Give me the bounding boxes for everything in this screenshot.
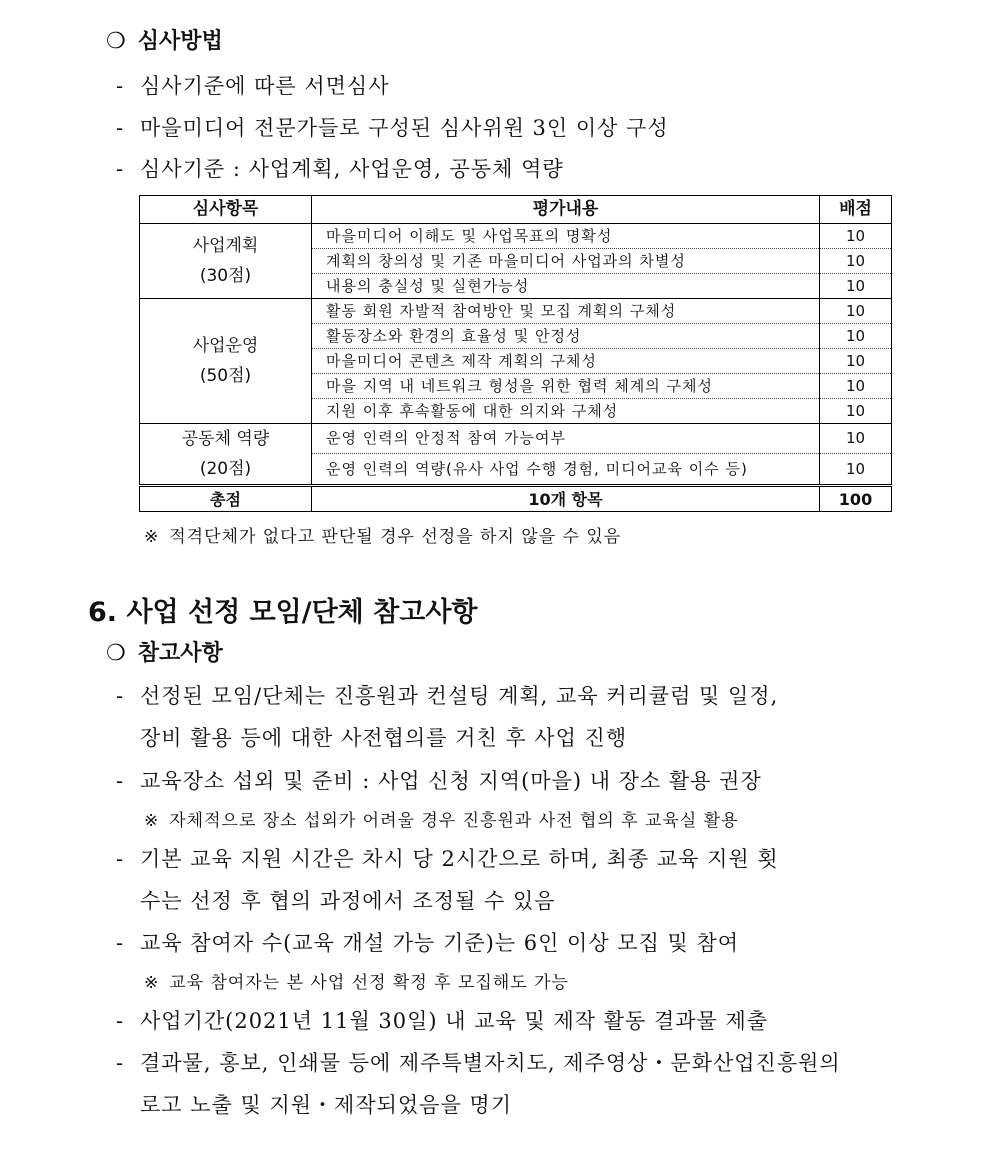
item-text: 내용의 충실성 및 실현가능성	[312, 274, 820, 299]
circle-bullet-icon: ❍	[106, 29, 126, 54]
item-score: 10	[820, 249, 892, 274]
reference-heading-text: 참고사항	[137, 641, 223, 666]
item-score: 10	[820, 399, 892, 424]
category-cell	[140, 299, 312, 424]
criteria-table	[139, 195, 892, 512]
section-6-title: 6. 사업 선정 모임/단체 참고사항	[88, 597, 478, 628]
item-score: 10	[820, 324, 892, 349]
item-score: 10	[820, 274, 892, 299]
item-text: 마을 지역 내 네트워크 형성을 위한 협력 체계의 구체성	[312, 374, 820, 399]
reference-mark-icon: ※	[144, 973, 160, 993]
category-name: 공동체 역량	[181, 429, 270, 449]
table-note: ※ 적격단체가 없다고 판단될 경우 선정을 하지 않을 수 있음	[144, 527, 622, 547]
item-text: 계획의 창의성 및 기존 마을미디어 사업과의 차별성	[312, 249, 820, 274]
header-score: 배점	[820, 196, 892, 224]
table-row	[140, 224, 892, 249]
item-score: 10	[820, 374, 892, 399]
reference-bullet-2: - 교육장소 섭외 및 준비 : 사업 신청 지역(마을) 내 장소 활용 권장	[116, 769, 762, 793]
item-text: 운영 인력의 역량(유사 사업 수행 경험, 미디어교육 이수 등)	[312, 454, 820, 486]
review-bullet-3: - 심사기준 : 사업계획, 사업운영, 공동체 역량	[116, 157, 564, 181]
item-score: 10	[820, 299, 892, 324]
item-score: 10	[820, 424, 892, 454]
table-total-row	[140, 486, 892, 512]
item-text: 마을미디어 콘텐츠 제작 계획의 구체성	[312, 349, 820, 374]
reference-note-2: ※ 교육 참여자는 본 사업 선정 확정 후 모집해도 가능	[144, 973, 569, 993]
item-score: 10	[820, 224, 892, 249]
header-content: 평가내용	[312, 196, 820, 224]
reference-note-1: ※ 자체적으로 장소 섭외가 어려울 경우 진흥원과 사전 협의 후 교육실 활용	[144, 811, 739, 831]
reference-bullet-1-cont: 장비 활용 등에 대한 사전협의를 거친 후 사업 진행	[140, 726, 628, 750]
item-text: 지원 이후 후속활동에 대한 의지와 구체성	[312, 399, 820, 424]
reference-bullet-6-cont: 로고 노출 및 지원・제작되었음을 명기	[140, 1093, 512, 1117]
dash-marker: -	[116, 931, 125, 955]
dash-marker: -	[116, 847, 125, 871]
dash-marker: -	[116, 1009, 125, 1033]
item-text: 활동 회원 자발적 참여방안 및 모집 계획의 구체성	[312, 299, 820, 324]
category-cell	[140, 224, 312, 299]
reference-bullet-3: - 기본 교육 지원 시간은 차시 당 2시간으로 하며, 최종 교육 지원 횟	[116, 847, 779, 871]
table-header-row	[140, 196, 892, 224]
reference-bullet-3-cont: 수는 선정 후 협의 과정에서 조정될 수 있음	[140, 889, 556, 913]
reference-bullet-5: - 사업기간(2021년 11월 30일) 내 교육 및 제작 활동 결과물 제출	[116, 1009, 769, 1033]
reference-mark-icon: ※	[144, 527, 160, 547]
category-points: (50점)	[199, 366, 252, 386]
total-label: 총점	[140, 486, 312, 512]
review-bullet-2: - 마을미디어 전문가들로 구성된 심사위원 3인 이상 구성	[116, 116, 669, 140]
reference-bullet-1: - 선정된 모임/단체는 진흥원과 컨설팅 계획, 교육 커리큘럼 및 일정,	[116, 684, 779, 708]
reference-heading	[106, 636, 223, 667]
category-name: 사업계획	[192, 236, 259, 256]
item-text: 활동장소와 환경의 효율성 및 안정성	[312, 324, 820, 349]
total-score: 100	[820, 486, 892, 512]
item-text: 운영 인력의 안정적 참여 가능여부	[312, 424, 820, 454]
reference-bullet-6: - 결과물, 홍보, 인쇄물 등에 제주특별자치도, 제주영상・문화산업진흥원의	[116, 1051, 841, 1075]
category-cell	[140, 424, 312, 486]
item-score: 10	[820, 349, 892, 374]
reference-bullet-4: - 교육 참여자 수(교육 개설 가능 기준)는 6인 이상 모집 및 참여	[116, 931, 740, 955]
item-score: 10	[820, 454, 892, 486]
category-points: (20점)	[199, 459, 252, 479]
review-method-heading	[106, 24, 223, 55]
dash-marker: -	[116, 1051, 125, 1075]
circle-bullet-icon: ❍	[106, 641, 126, 666]
dash-marker: -	[116, 74, 125, 98]
table-row	[140, 299, 892, 324]
category-name: 사업운영	[192, 336, 259, 356]
item-text: 마을미디어 이해도 및 사업목표의 명확성	[312, 224, 820, 249]
total-content: 10개 항목	[312, 486, 820, 512]
dash-marker: -	[116, 157, 125, 181]
header-category: 심사항목	[140, 196, 312, 224]
dash-marker: -	[116, 769, 125, 793]
table-row	[140, 424, 892, 454]
review-method-heading-text: 심사방법	[137, 29, 223, 54]
dash-marker: -	[116, 684, 125, 708]
reference-mark-icon: ※	[144, 811, 160, 831]
review-bullet-1: - 심사기준에 따른 서면심사	[116, 74, 390, 98]
dash-marker: -	[116, 116, 125, 140]
category-points: (30점)	[199, 266, 252, 286]
